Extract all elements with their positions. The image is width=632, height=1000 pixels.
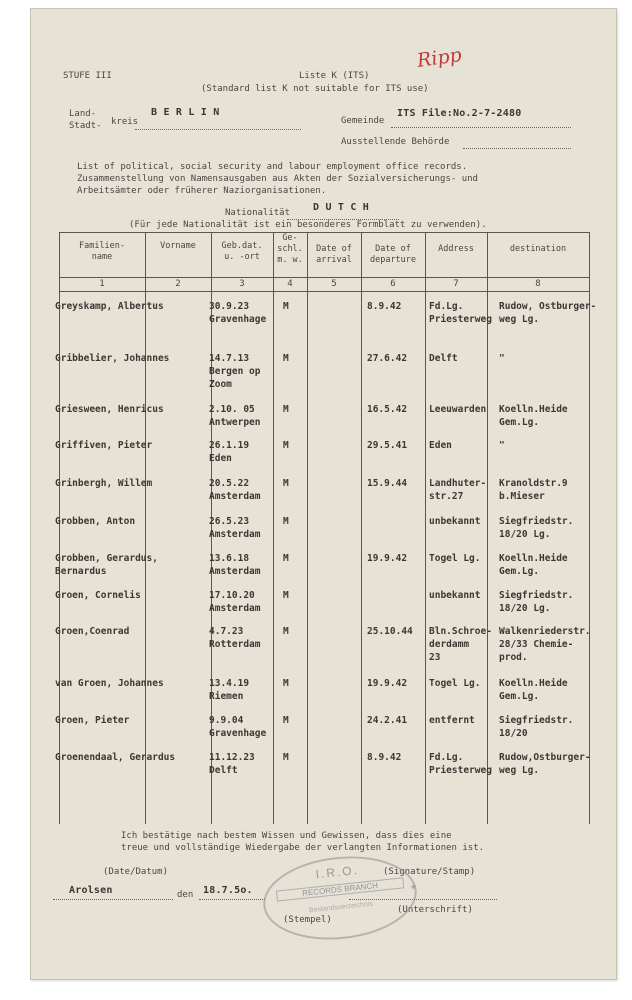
cell-line: 27.6.42 xyxy=(367,353,408,364)
cell-line: b.Mieser xyxy=(499,491,545,502)
cell-born xyxy=(209,477,260,503)
cell-line: Gem.Lg. xyxy=(499,691,540,702)
cell-line: Griffiven, Pieter xyxy=(55,440,153,451)
col-header-geschlecht: Ge- schl. m. w. xyxy=(277,233,303,265)
cell-born xyxy=(209,677,249,703)
cell-destination xyxy=(499,439,505,452)
col-header-departure: Date of departure xyxy=(369,244,417,265)
behoerde-line xyxy=(463,148,571,149)
cell-line: 2.10. 05 xyxy=(209,404,255,415)
cell-name xyxy=(55,714,129,727)
cell-line: Bln.Schroe- xyxy=(429,626,492,637)
col-header-geburt: Geb.dat. u. -ort xyxy=(221,241,263,262)
cell-address xyxy=(429,403,486,416)
cell-line: Rotterdam xyxy=(209,639,261,650)
cell-born xyxy=(209,439,249,465)
cell-born xyxy=(209,589,260,615)
cell-sex xyxy=(283,403,289,416)
cell-line: M xyxy=(283,678,289,689)
cell-departure xyxy=(367,300,401,313)
cell-sex xyxy=(283,352,289,365)
kreis-label: kreis xyxy=(111,117,139,127)
cell-line: Griesween, Henricus xyxy=(55,404,164,415)
stamp-star-icon: ★ xyxy=(409,881,417,893)
cell-line: 30.9.23 xyxy=(209,301,250,312)
cell-line: 4.7.23 xyxy=(209,626,244,637)
cell-departure xyxy=(367,677,407,690)
cell-line: M xyxy=(283,752,289,763)
cell-name xyxy=(55,352,169,365)
cell-name xyxy=(55,477,152,490)
cell-born xyxy=(209,714,266,740)
cell-name xyxy=(55,625,129,638)
kreis-line xyxy=(135,129,301,130)
cell-address xyxy=(429,439,452,452)
table-number-rule xyxy=(59,291,589,292)
cell-address xyxy=(429,477,486,503)
cell-line: 18/20 xyxy=(499,728,528,739)
cell-sex xyxy=(283,515,289,528)
gemeinde-value: ITS File:No.2-7-2480 xyxy=(397,108,522,119)
kreis-value: B E R L I N xyxy=(151,107,220,118)
cell-destination xyxy=(499,625,591,664)
land-label: Land- xyxy=(69,109,97,119)
cell-line: 26.5.23 xyxy=(209,516,250,527)
cell-line: Rudow, Ostburger- xyxy=(499,301,597,312)
cell-line: M xyxy=(283,516,289,527)
table-column-rule xyxy=(145,232,146,824)
col-number: 3 xyxy=(239,279,245,289)
cell-line: Bernardus xyxy=(55,566,107,577)
cell-line: Grinbergh, Willem xyxy=(55,478,153,489)
col-header-arrival: Date of arrival xyxy=(316,244,352,265)
cell-name xyxy=(55,439,152,452)
cell-line: entfernt xyxy=(429,715,475,726)
document-sheet xyxy=(30,8,617,980)
cell-name xyxy=(55,552,158,578)
cell-departure xyxy=(367,352,407,365)
cell-line: Kranoldstr.9 xyxy=(499,478,568,489)
cell-line: 26.1.19 xyxy=(209,440,250,451)
cell-departure xyxy=(367,552,407,565)
cell-sex xyxy=(283,552,289,565)
cell-line: Groenendaal, Gerardus xyxy=(55,752,176,763)
cell-line: Groen,Coenrad xyxy=(55,626,130,637)
cell-destination xyxy=(499,552,568,578)
cell-born xyxy=(209,300,266,326)
cell-sex xyxy=(283,677,289,690)
cell-line: Amsterdam xyxy=(209,566,261,577)
cell-line: weg Lg. xyxy=(499,314,540,325)
gemeinde-line xyxy=(391,127,571,128)
stamp-middle-text: RECORDS BRANCH xyxy=(276,877,404,901)
cell-sex xyxy=(283,751,289,764)
col-number: 4 xyxy=(287,279,293,289)
cell-line: Grobben, Anton xyxy=(55,516,136,527)
cell-name xyxy=(55,677,164,690)
stamp-bottom-text: Bestandsverzeichnis xyxy=(308,900,374,915)
cell-name xyxy=(55,589,141,602)
cell-line: 8.9.42 xyxy=(367,752,402,763)
cell-address xyxy=(429,515,480,528)
cell-line: Gravenhage xyxy=(209,314,267,325)
cell-line: 16.5.42 xyxy=(367,404,408,415)
cell-departure xyxy=(367,439,407,452)
cell-departure xyxy=(367,477,407,490)
gemeinde-label: Gemeinde xyxy=(341,116,385,126)
cell-line: Koelln.Heide xyxy=(499,404,568,415)
cell-line: Gem.Lg. xyxy=(499,566,540,577)
nationality-value: D U T C H xyxy=(313,202,369,213)
cell-line: unbekannt xyxy=(429,516,481,527)
cell-line: 19.9.42 xyxy=(367,553,408,564)
table-column-rule xyxy=(59,232,60,824)
cell-line: Koelln.Heide xyxy=(499,553,568,564)
cell-line: Bergen op xyxy=(209,366,261,377)
col-number: 8 xyxy=(535,279,541,289)
cell-destination xyxy=(499,714,573,740)
cell-line: M xyxy=(283,404,289,415)
stempel-label: (Stempel) xyxy=(283,915,332,925)
description-line-1: List of political, social security and labour employment office records. xyxy=(77,162,468,172)
table-column-rule xyxy=(361,232,362,824)
cell-line: 18/20 Lg. xyxy=(499,603,551,614)
cell-departure xyxy=(367,625,413,638)
behoerde-label: Ausstellende Behörde xyxy=(341,137,450,147)
description-line-3: Arbeitsämter oder früherer Naziorganisationen. xyxy=(77,186,327,196)
cell-line: Greyskamp, Albertus xyxy=(55,301,164,312)
cell-destination xyxy=(499,589,573,615)
cell-line: 14.7.13 xyxy=(209,353,250,364)
place-line xyxy=(53,899,173,900)
cell-line: 20.5.22 xyxy=(209,478,250,489)
handwritten-note: Ripp xyxy=(415,43,464,73)
cell-line: M xyxy=(283,590,289,601)
cell-line: M xyxy=(283,440,289,451)
cell-line: Togel Lg. xyxy=(429,678,481,689)
cell-line: Gem.Lg. xyxy=(499,417,540,428)
cell-line: Koelln.Heide xyxy=(499,678,568,689)
col-number: 6 xyxy=(390,279,396,289)
cell-line: 13.4.19 xyxy=(209,678,250,689)
cell-line: 19.9.42 xyxy=(367,678,408,689)
cell-line: M xyxy=(283,478,289,489)
cell-line: Antwerpen xyxy=(209,417,261,428)
cell-line: Siegfriedstr. xyxy=(499,715,574,726)
cell-line: Grobben, Gerardus, xyxy=(55,553,158,564)
confirmation-line-1: Ich bestätige nach bestem Wissen und Gewissen, dass dies eine xyxy=(121,831,452,841)
cell-sex xyxy=(283,300,289,313)
cell-name xyxy=(55,515,135,528)
cell-line: Amsterdam xyxy=(209,529,261,540)
cell-line: Zoom xyxy=(209,379,232,390)
cell-born xyxy=(209,552,260,578)
date-value: 18.7.5o. xyxy=(203,885,253,896)
table-column-rule xyxy=(307,232,308,824)
col-number: 5 xyxy=(331,279,337,289)
table-header-rule xyxy=(59,277,589,278)
cell-line: 13.6.18 xyxy=(209,553,250,564)
description-line-2: Zusammenstellung von Namensausgaben aus Akten der Sozialversicherungs- und xyxy=(77,174,478,184)
cell-line: Rudow,Ostburger- xyxy=(499,752,591,763)
cell-born xyxy=(209,751,255,777)
unterschrift-label: (Unterschrift) xyxy=(397,905,473,915)
cell-departure xyxy=(367,403,407,416)
cell-destination xyxy=(499,477,568,503)
cell-address xyxy=(429,625,492,664)
cell-line: Fd.Lg. xyxy=(429,752,464,763)
cell-line: Leeuwarden xyxy=(429,404,487,415)
cell-sex xyxy=(283,625,289,638)
cell-line: 15.9.44 xyxy=(367,478,408,489)
cell-line: Groen, Pieter xyxy=(55,715,130,726)
cell-sex xyxy=(283,714,289,727)
col-header-familienname: Familien- name xyxy=(78,241,126,262)
cell-line: 18/20 Lg. xyxy=(499,529,551,540)
date-label: (Date/Datum) xyxy=(103,867,169,877)
cell-line: 24.2.41 xyxy=(367,715,408,726)
cell-line: " xyxy=(499,353,505,364)
cell-line: Amsterdam xyxy=(209,491,261,502)
signature-label: (Signature/Stamp) xyxy=(383,867,476,877)
cell-line: weg Lg. xyxy=(499,765,540,776)
cell-line: 11.12.23 xyxy=(209,752,255,763)
cell-line: Delft xyxy=(429,353,458,364)
cell-line: prod. xyxy=(499,652,528,663)
cell-name xyxy=(55,403,164,416)
cell-line: Riemen xyxy=(209,691,244,702)
cell-line: 8.9.42 xyxy=(367,301,402,312)
stadt-label: Stadt- xyxy=(69,121,102,131)
cell-departure xyxy=(367,751,401,764)
den-label: den xyxy=(177,890,194,900)
cell-line: 28/33 Chemie- xyxy=(499,639,574,650)
cell-line: M xyxy=(283,301,289,312)
cell-line: van Groen, Johannes xyxy=(55,678,164,689)
cell-line: Gribbelier, Johannes xyxy=(55,353,170,364)
cell-line: 9.9.04 xyxy=(209,715,244,726)
cell-line: Siegfriedstr. xyxy=(499,590,574,601)
cell-born xyxy=(209,352,260,391)
cell-born xyxy=(209,625,260,651)
cell-born xyxy=(209,515,260,541)
cell-line: unbekannt xyxy=(429,590,481,601)
cell-address xyxy=(429,589,480,602)
table-top-rule xyxy=(59,232,589,233)
liste-note: (Standard list K not suitable for ITS use) xyxy=(201,84,429,94)
cell-destination xyxy=(499,515,573,541)
cell-line: Priesterweg xyxy=(429,765,492,776)
col-header-destination: destination xyxy=(509,244,567,254)
col-header-address: Address xyxy=(438,244,474,254)
cell-line: 29.5.41 xyxy=(367,440,408,451)
cell-address xyxy=(429,300,492,326)
liste-title: Liste K (ITS) xyxy=(299,71,370,81)
cell-line: Walkenriederstr. xyxy=(499,626,591,637)
table-column-rule xyxy=(425,232,426,824)
cell-line: Landhuter- xyxy=(429,478,487,489)
cell-name xyxy=(55,300,164,313)
cell-line: Siegfriedstr. xyxy=(499,516,574,527)
cell-line: Fd.Lg. xyxy=(429,301,464,312)
date-line xyxy=(199,899,265,900)
col-number: 1 xyxy=(99,279,105,289)
cell-line: Eden xyxy=(429,440,452,451)
cell-line: Groen, Cornelis xyxy=(55,590,141,601)
cell-destination xyxy=(499,403,568,429)
cell-line: str.27 xyxy=(429,491,464,502)
cell-departure xyxy=(367,714,407,727)
cell-line: M xyxy=(283,353,289,364)
cell-line: M xyxy=(283,715,289,726)
cell-line: Gravenhage xyxy=(209,728,267,739)
cell-address xyxy=(429,352,458,365)
nationality-note: (Für jede Nationalität ist ein besonderes Formblatt zu verwenden). xyxy=(129,220,487,230)
cell-address xyxy=(429,677,480,690)
cell-line: derdamm xyxy=(429,639,470,650)
cell-line: " xyxy=(499,440,505,451)
col-number: 2 xyxy=(175,279,181,289)
cell-line: M xyxy=(283,553,289,564)
cell-line: Togel Lg. xyxy=(429,553,481,564)
confirmation-line-2: treue und vollständige Wiedergabe der verlangten Informationen ist. xyxy=(121,843,485,853)
cell-name xyxy=(55,751,175,764)
cell-address xyxy=(429,552,480,565)
stufe-label: STUFE III xyxy=(63,71,112,81)
cell-line: 23 xyxy=(429,652,441,663)
cell-destination xyxy=(499,300,596,326)
col-number: 7 xyxy=(453,279,459,289)
cell-line: 17.10.20 xyxy=(209,590,255,601)
cell-sex xyxy=(283,477,289,490)
cell-born xyxy=(209,403,260,429)
nationality-label: Nationalität xyxy=(225,208,291,218)
cell-address xyxy=(429,751,492,777)
cell-line: Delft xyxy=(209,765,238,776)
cell-line: Priesterweg xyxy=(429,314,492,325)
cell-sex xyxy=(283,439,289,452)
cell-line: Amsterdam xyxy=(209,603,261,614)
cell-line: Eden xyxy=(209,453,232,464)
cell-destination xyxy=(499,352,505,365)
iro-records-stamp xyxy=(259,849,421,947)
cell-destination xyxy=(499,751,591,777)
cell-line: 25.10.44 xyxy=(367,626,413,637)
cell-line: M xyxy=(283,626,289,637)
cell-destination xyxy=(499,677,568,703)
cell-sex xyxy=(283,589,289,602)
table-column-rule xyxy=(273,232,274,824)
col-header-vorname: Vorname xyxy=(160,241,196,251)
stamp-top-text: I.R.O. xyxy=(314,862,360,882)
cell-address xyxy=(429,714,475,727)
place-value: Arolsen xyxy=(69,885,113,896)
